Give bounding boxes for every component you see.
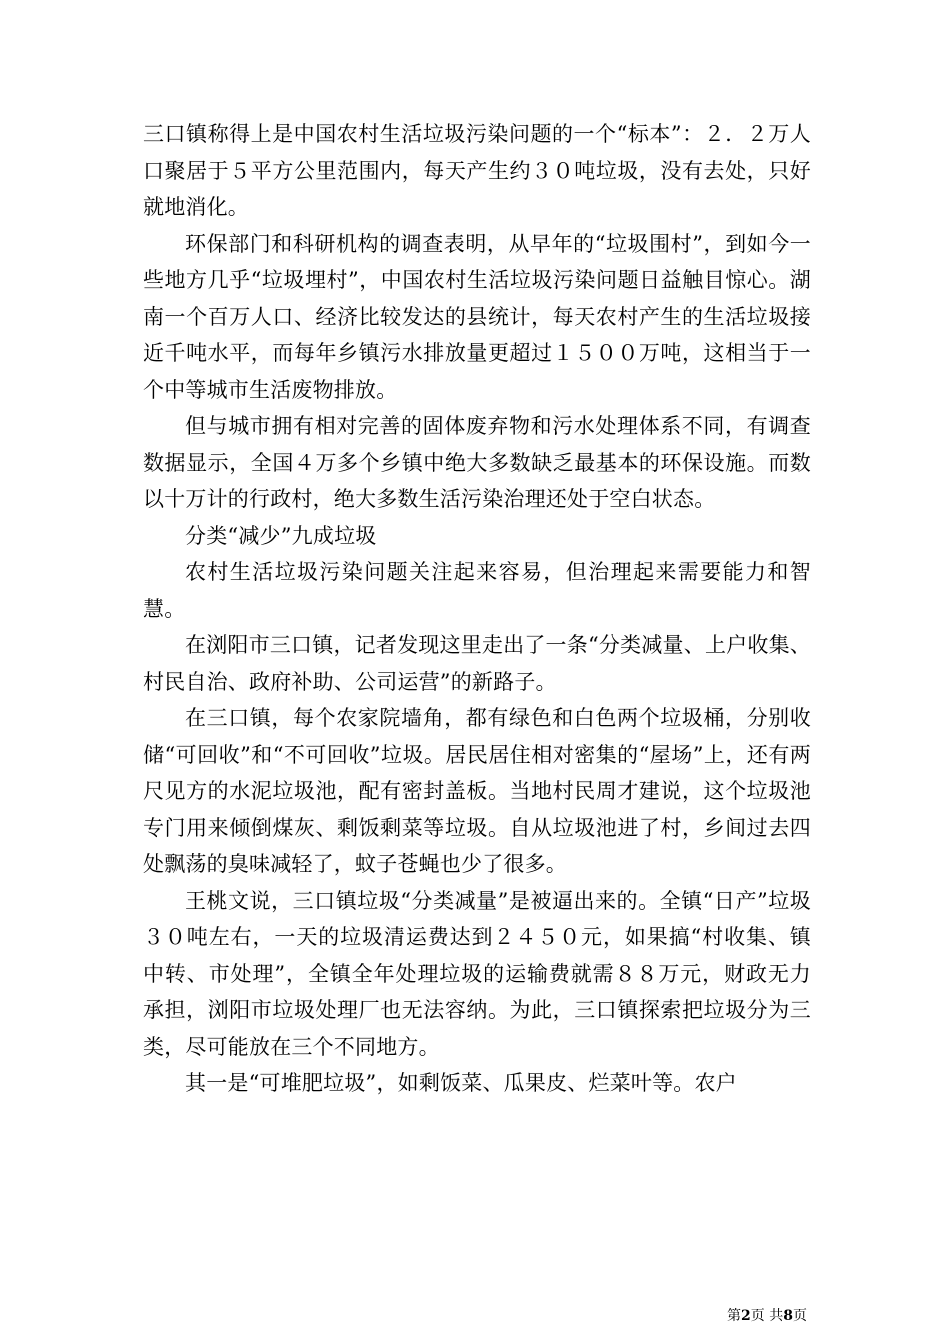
- document-body: [143, 116, 811, 1102]
- paragraph: 在三口镇，每个农家院墙角，都有绿色和白色两个垃圾桶，分别收储“可回收”和“不可回收”垃圾。居民居住相对密集的“屋场”上，还有两尺见方的水泥垃圾池，配有密封盖板。当地村民周才建说，这个垃圾池专门用来倾倒煤灰、剩饭剩菜等垃圾。自从垃圾池进了村，乡间过去四处飘荡的臭味减轻了，蚊子苍蝇也少了很多。: [143, 706, 811, 876]
- paragraph: 在浏阳市三口镇，记者发现这里走出了一条“分类减量、上户收集、村民自治、政府补助、公司运营”的新路子。: [143, 633, 811, 694]
- footer-prefix: 第: [727, 1308, 742, 1324]
- paragraph: 王桃文说，三口镇垃圾“分类减量”是被逼出来的。全镇“日产”垃圾３０吨左右，一天的垃圾清运费达到２４５０元，如果搞“村收集、镇中转、市处理”，全镇全年处理垃圾的运输费就需８８万元，财政无力承担，浏阳市垃圾处理厂也无法容纳。为此，三口镇探索把垃圾分为三类，尽可能放在三个不同地方。: [143, 888, 811, 1059]
- paragraph: 环保部门和科研机构的调查表明，从早年的“垃圾围村”，到如今一些地方几乎“垃圾埋村”，中国农村生活垃圾污染问题日益触目惊心。湖南一个百万人口、经济比较发达的县统计，每天农村产生的生活垃圾接近千吨水平，而每年乡镇污水排放量更超过１５００万吨，这相当于一个中等城市生活废物排放。: [143, 231, 811, 402]
- section-heading: 分类“减少”九成垃圾: [185, 523, 377, 548]
- total-page-number: 8: [783, 1308, 793, 1324]
- page-number-footer: [727, 1305, 807, 1325]
- footer-middle: 页 共: [750, 1308, 784, 1324]
- paragraph: 其一是“可堆肥垃圾”，如剩饭菜、瓜果皮、烂菜叶等。农户: [185, 1071, 737, 1095]
- paragraph: 农村生活垃圾污染问题关注起来容易，但治理起来需要能力和智慧。: [143, 560, 811, 621]
- paragraph: 但与城市拥有相对完善的固体废弃物和污水处理体系不同，有调查数据显示，全国４万多个乡镇中绝大多数缺乏最基本的环保设施。而数以十万计的行政村，绝大多数生活污染治理还处于空白状态。: [143, 414, 811, 511]
- footer-suffix: 页: [793, 1308, 807, 1324]
- current-page-number: 2: [741, 1308, 751, 1324]
- paragraph: 三口镇称得上是中国农村生活垃圾污染问题的一个“标本”：２．２万人口聚居于５平方公里范围内，每天产生约３０吨垃圾，没有去处，只好就地消化。: [143, 122, 811, 219]
